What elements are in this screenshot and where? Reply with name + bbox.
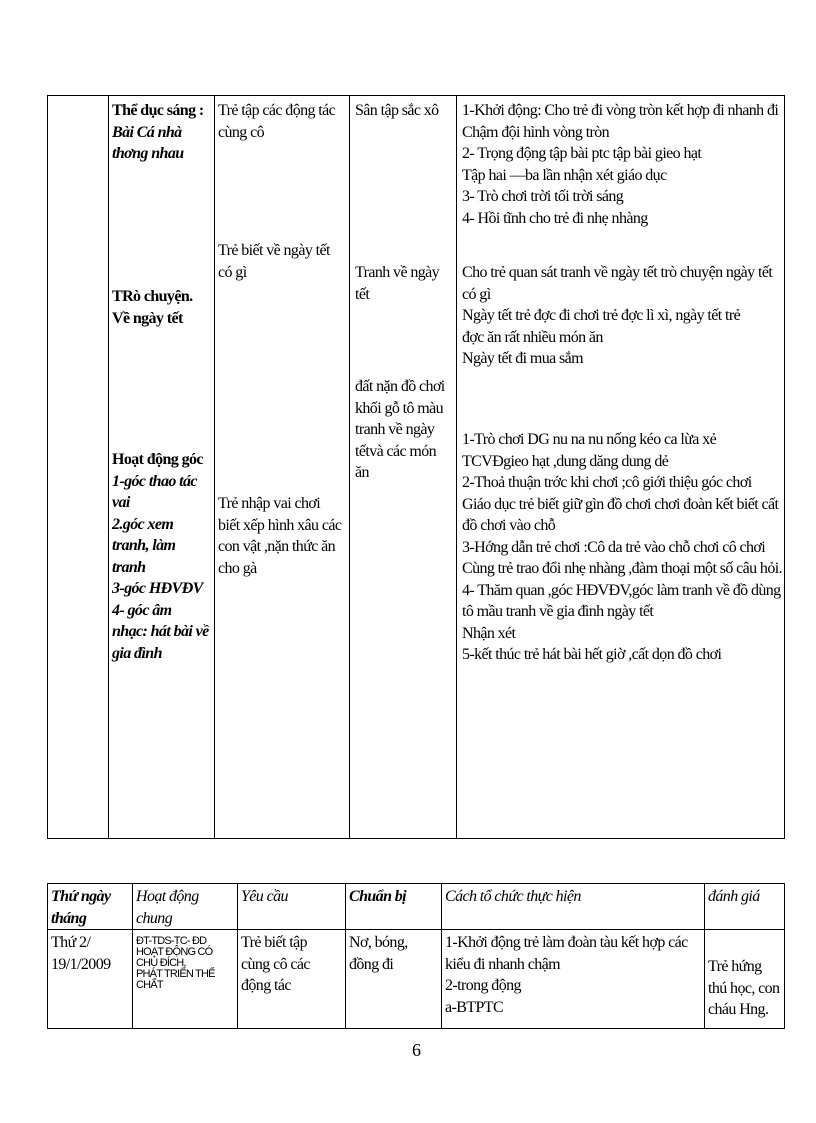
header-preparation-label: Chuẩn bị	[349, 888, 407, 905]
method-line: Cho trẻ quan sát tranh về ngày tết trò chuyện ngày tết	[462, 264, 773, 281]
day-method-cell	[442, 930, 705, 1029]
corner-activity	[112, 449, 209, 664]
day-date-cell	[48, 930, 133, 1029]
method-line: Nhận xét	[462, 624, 516, 642]
method-line: 5-kết thúc trẻ hát bài hết giờ ,cất dọn đồ chơi	[462, 646, 722, 663]
preparation-block-1	[355, 100, 439, 122]
preparation-line: đất nặn đồ chơi	[355, 378, 445, 395]
corner-item-1: 1-góc thao tác	[112, 472, 197, 490]
requirement-line: con vật ,nặn thức ăn	[218, 538, 336, 555]
morning-exercise	[112, 100, 222, 165]
conversation-heading	[112, 286, 193, 329]
day-requirement-line: Trẻ biết tập	[241, 934, 307, 951]
preparation-block-3	[355, 376, 445, 484]
day-preparation-line: Nơ, bóng,	[349, 934, 408, 951]
day-date-line: Thứ 2/	[51, 934, 91, 951]
header-date	[48, 884, 133, 930]
requirement-line: Trẻ biết về ngày tết	[218, 242, 330, 259]
header-evaluation-label: đánh giá	[708, 888, 760, 905]
day-evaluation-line: cháu Hng.	[708, 1001, 769, 1018]
method-line: Giáo dục trẻ biết giữ gìn đồ chơi chơi đoàn kết biết cất	[462, 495, 779, 513]
day-requirement-line: cùng cô các	[241, 955, 310, 973]
method-line: Chậm đội hình vòng tròn	[462, 123, 610, 141]
day-requirement-line: động tác	[241, 977, 291, 994]
schedule-table-continued	[47, 95, 785, 839]
preparation-line: ăn	[355, 464, 369, 481]
method-line: đồ chơi vào chỗ	[462, 517, 556, 534]
method-line: Cùng trẻ trao đổi nhẹ nhàng ,đàm thoại một số câu hỏi.	[462, 560, 782, 577]
requirement-block-1	[218, 100, 335, 143]
corner-item-8: nhạc: hát bài về	[112, 623, 209, 640]
day-method-line: 2-trong động	[445, 977, 521, 994]
morning-exercise-sub-2: thơng nhau	[112, 145, 184, 162]
day-preparation-cell	[346, 930, 442, 1029]
method-block-2	[462, 262, 772, 370]
header-date-line: tháng	[51, 909, 87, 927]
day-row	[48, 930, 785, 1029]
day-evaluation-line: thú học, con	[708, 979, 780, 997]
day-method-line: a-BTPTC	[445, 998, 504, 1016]
method-line: 4- Hồi tĩnh cho trẻ đi nhẹ nhàng	[462, 209, 648, 227]
requirement-line: Trẻ nhập vai chơi	[218, 495, 321, 512]
header-row	[48, 884, 785, 930]
requirement-line: biết xếp hình xâu các	[218, 516, 342, 534]
method-line: Tập hai —ba lần nhận xét giáo dục	[462, 166, 667, 184]
day-activity-line: HOẠT ĐỘNG CÓ	[136, 946, 213, 958]
schedule-table-day	[47, 883, 785, 1029]
date-cell-empty	[48, 96, 109, 839]
conversation-topic: Về ngày tết	[112, 309, 183, 327]
method-line: Ngày tết đi mua sắm	[462, 350, 584, 367]
header-method	[442, 884, 705, 930]
day-method-line: kiểu đi nhanh chậm	[445, 955, 560, 973]
header-activity	[133, 884, 238, 930]
requirement-line: cùng cô	[218, 123, 265, 141]
day-method-line: 1-Khởi động trẻ làm đoàn tàu kết hợp các	[445, 934, 688, 951]
method-cell	[457, 96, 785, 839]
preparation-block-2	[355, 262, 439, 305]
requirement-block-3	[218, 493, 341, 579]
day-preparation-line: đồng đi	[349, 955, 394, 973]
requirement-line: Trẻ tập các động tác	[218, 102, 336, 119]
day-date-line: 19/1/2009	[51, 955, 111, 973]
requirement-line: cho gà	[218, 559, 257, 577]
corner-item-3: 2.góc xem	[112, 515, 174, 533]
method-block-3	[462, 429, 782, 666]
preparation-line: tếtvà các món	[355, 442, 437, 460]
header-date-line: Thứ ngày	[51, 888, 111, 905]
corner-item-5: tranh	[112, 558, 146, 576]
day-requirement-cell	[238, 930, 346, 1029]
day-activity-cell	[133, 930, 238, 1029]
method-line: 2- Trọng động tập bài ptc tập bài gieo hạt	[462, 145, 702, 162]
method-line: 2-Thoả thuận trớc khi chơi ;cô giới thiệu góc chơi	[462, 474, 752, 491]
method-line: 3- Trò chơi trời tối trời sáng	[462, 188, 624, 205]
header-requirement-label: Yêu cầu	[241, 888, 288, 905]
page-number: 6	[412, 1040, 421, 1060]
requirement-cell	[215, 96, 350, 839]
method-line: Ngày tết trẻ đợc đi chơi trẻ đợc lì xì, ngày tết trẻ	[462, 307, 741, 324]
method-line: 4- Thăm quan ,góc HĐVĐV,góc làm tranh về đồ dùng	[462, 581, 781, 599]
corner-item-7: 4- góc âm	[112, 601, 172, 619]
day-activity-line: PHÁT TRIỂN THỂ	[136, 968, 215, 980]
corner-item-4: tranh, làm	[112, 537, 176, 554]
header-preparation	[346, 884, 442, 930]
method-line: 3-Hớng dẫn trẻ chơi :Cô da trẻ vào chỗ chơi cô chơi	[462, 538, 766, 556]
header-method-label: Cách tổ chức thực hiện	[445, 888, 581, 905]
header-activity-line: chung	[136, 909, 173, 927]
morning-exercise-title: Thể dục sáng :	[112, 102, 204, 119]
conversation-title: TRò chuyện.	[112, 288, 193, 305]
method-line: 1-Trò chơi DG nu na nu nống kéo ca lừa xẻ	[462, 431, 717, 448]
corner-item-6: 3-góc HĐVĐV	[112, 580, 203, 597]
method-line: 1-Khởi động: Cho trẻ đi vòng tròn kết hợp đi nhanh đi	[462, 102, 779, 119]
corner-item-2: vai	[112, 494, 130, 511]
activity-cell	[109, 96, 215, 839]
method-line: có gì	[462, 285, 491, 303]
corner-activity-title: Hoạt động góc	[112, 451, 203, 468]
method-block-1	[462, 100, 778, 229]
morning-exercise-sub-1: Bài Cá nhà	[112, 123, 182, 141]
day-activity-line: CHẤT	[136, 979, 163, 991]
header-requirement	[238, 884, 346, 930]
header-activity-line: Hoạt động	[136, 888, 199, 905]
preparation-line: khối gỗ tô màu	[355, 399, 444, 417]
corner-item-9: gia đình	[112, 644, 162, 662]
header-evaluation	[705, 884, 785, 930]
preparation-line: tết	[355, 285, 370, 303]
preparation-line: tranh về ngày	[355, 421, 435, 438]
requirement-line: có gì	[218, 263, 247, 281]
preparation-line: Tranh về ngày	[355, 264, 440, 281]
method-line: đợc ăn rất nhiều món ăn	[462, 328, 603, 346]
day-activity-line: ĐT-TDS-TC- ĐD	[136, 935, 207, 947]
requirement-block-2	[218, 240, 330, 283]
day-evaluation-line: Trẻ hứng	[708, 958, 762, 975]
method-line: tô mầu tranh về gia đình ngày tết	[462, 603, 654, 620]
day-activity-line: CHỦ ĐÍCH,	[136, 957, 186, 969]
preparation-cell	[350, 96, 457, 839]
day-evaluation-cell	[705, 930, 785, 1029]
preparation-line: Sân tập sắc xô	[355, 102, 439, 119]
method-line: TCVĐgieo hạt ,dung dăng dung dẻ	[462, 452, 669, 470]
